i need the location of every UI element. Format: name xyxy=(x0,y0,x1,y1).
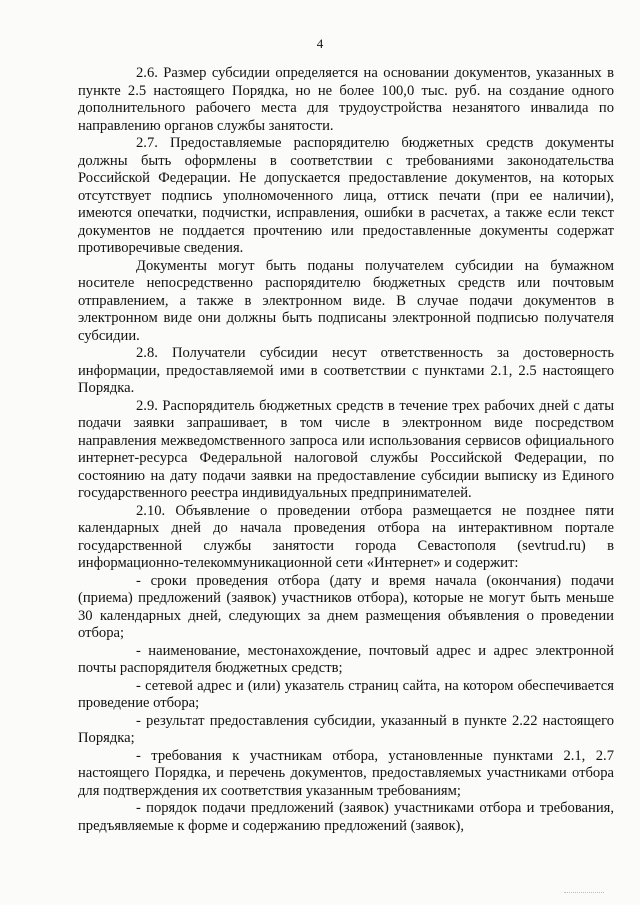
list-item-submission-procedure: - порядок подачи предложений (заявок) участниками отбора и требования, предъявляемые к форме и содержанию предложений (заявок), xyxy=(78,800,614,834)
paragraph-2-7: 2.7. Предоставляемые распорядителю бюджетных средств документы должны быть оформлены в соответствии с требованиями законодательства Российской Федерации. Не допускается предоставление документов, на которых отсутствует подпись уполномоченного лица, оттиск печати (при ее наличии), имеются опечатки, подчистки, исправления, ошибки в расчетах, а также если текст документов не поддается прочтению или предоставленные документы содержат противоречивые сведения. xyxy=(78,135,614,256)
list-item-selection-dates: - сроки проведения отбора (дату и время начала (окончания) подачи (приема) предложений (заявок) участников отбора), которые не могут быть меньше 30 календарных дней, следующих за днем размещения объявления о проведении отбора; xyxy=(78,572,614,641)
paragraph-2-8: 2.8. Получатели субсидии несут ответственность за достоверность информации, предоставляемой ими в соответствии с пунктами 2.1, 2.5 настоящего Порядка. xyxy=(78,345,614,396)
paragraph-2-6: 2.6. Размер субсидии определяется на основании документов, указанных в пункте 2.5 настоящего Порядка, но не более 100,0 тыс. руб. на создание одного дополнительного рабочего места для трудоустройства незанятого инвалида по направлению органов службы занятости. xyxy=(78,65,614,134)
list-item-name-address: - наименование, местонахождение, почтовый адрес и адрес электронной почты распорядителя бюджетных средств; xyxy=(78,642,614,676)
paragraph-documents-submission: Документы могут быть поданы получателем субсидии на бумажном носителе непосредственно распорядителю бюджетных средств или почтовым отправлением, а также в электронном виде. В случае подачи документов в электронном виде они должны быть подписаны электронной подписью получателя субсидии. xyxy=(78,257,614,344)
list-item-network-address: - сетевой адрес и (или) указатель страниц сайта, на котором обеспечивается проведение отбора; xyxy=(78,677,614,711)
document-body xyxy=(78,65,614,835)
paragraph-2-9: 2.9. Распорядитель бюджетных средств в течение трех рабочих дней с даты подачи заявки запрашивает, в том числе в электронном виде посредством направления межведомственного запроса или использования сервисов официального интернет-ресурса Федеральной налоговой службы Российской Федерации, по состоянию на дату подачи заявки на предоставление субсидии выписку из Единого государственного реестра индивидуальных предпринимателей. xyxy=(78,397,614,501)
scan-artifact-divider xyxy=(564,892,604,895)
page-number: 4 xyxy=(316,36,324,51)
list-item-participant-requirements: - требования к участникам отбора, установленные пунктами 2.1, 2.7 настоящего Порядка, и перечень документов, предоставляемых участниками отбора для подтверждения их соответствия указанным требованиям; xyxy=(78,747,614,799)
list-item-subsidy-result: - результат предоставления субсидии, указанный в пункте 2.22 настоящего Порядка; xyxy=(78,712,614,746)
paragraph-2-10: 2.10. Объявление о проведении отбора размещается не позднее пяти календарных дней до начала проведения отбора на интерактивном портале государственной службы занятости города Севастополя (sevtrud.ru) в информационно-телекоммуникационной сети «Интернет» и содержит: xyxy=(78,502,614,571)
